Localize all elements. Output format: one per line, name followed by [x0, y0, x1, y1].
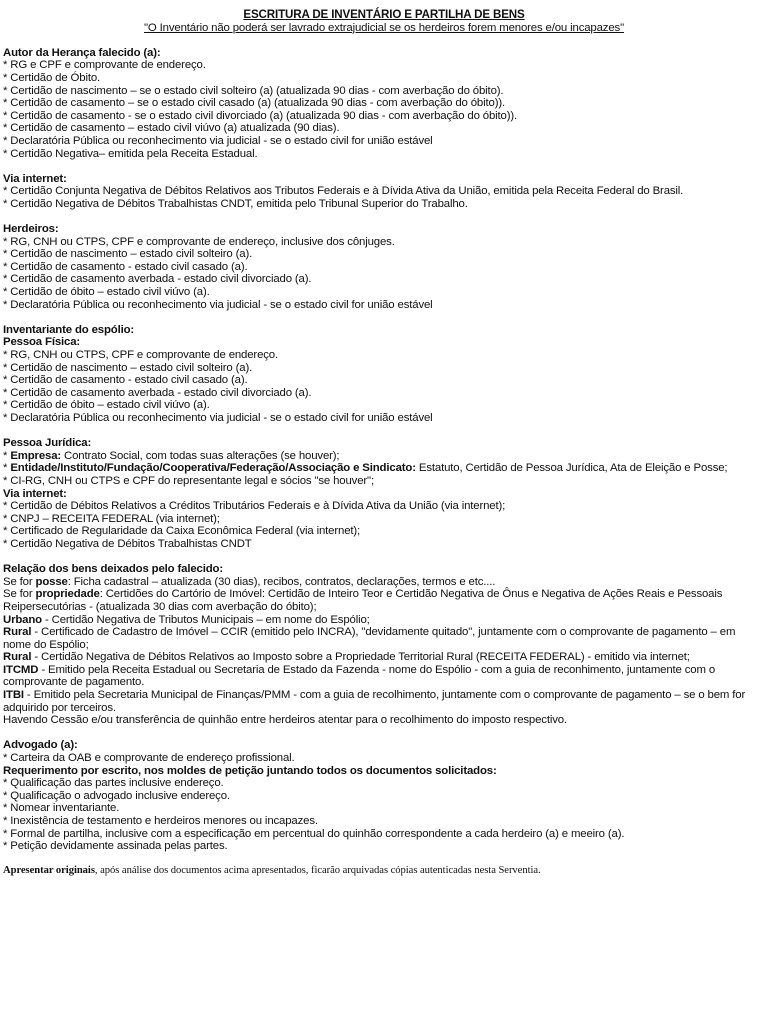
text-segment: * Declaratória Pública ou reconhecimento via judicial - se o estado civil for união estável	[3, 134, 433, 147]
bold-text-segment: Rural	[3, 626, 32, 639]
text-segment: * Qualificação o advogado inclusive endereço.	[3, 789, 230, 802]
document-line	[3, 828, 765, 841]
text-segment: Se for	[3, 575, 36, 588]
document-line	[3, 299, 765, 312]
section-heading: Inventariante do espólio:	[3, 323, 135, 336]
text-segment: - Emitido pela Receita Estadual ou Secretaria de Estado da Fazenda - nome do Espólio - com a guia de reconhimento, juntamente com o comprovante de pagamento.	[3, 663, 716, 689]
document-line	[3, 462, 765, 475]
document-line	[3, 185, 765, 198]
section-heading: Autor da Herança falecido (a):	[3, 46, 161, 59]
document-line	[3, 538, 765, 551]
section-heading: Advogado (a):	[3, 739, 78, 752]
document-page	[3, 9, 765, 877]
document-section	[3, 437, 765, 550]
document-line	[3, 840, 765, 853]
text-segment: * Certidão de casamento - estado civil casado (a).	[3, 374, 248, 387]
text-segment: * Declaratória Pública ou reconhecimento via judicial - se o estado civil for união estável	[3, 412, 433, 424]
text-segment: Se for	[3, 588, 36, 601]
text-segment: * Certidão de Débitos Relativos a Créditos Tributários Federais e à Dívida Ativa da União (via internet);	[3, 500, 506, 513]
text-segment: - Emitido pela Secretaria Municipal de Finanças/PMM - com a guia de recolhimento, juntamente com o comprovante de pagamento – se o bem for adquirido por terceiros.	[3, 689, 746, 714]
document-line	[3, 236, 765, 249]
document-section	[3, 47, 765, 160]
document-line	[3, 198, 765, 211]
text-segment: * Certidão Negativa– emitida pela Receita Estadual.	[3, 147, 258, 160]
text-segment: Estatuto, Certidão de Pessoa Jurídica, Ata de Eleição e Posse;	[415, 462, 728, 475]
bold-text-segment: Apresentar originais	[3, 864, 95, 876]
text-segment: * Inexistência de testamento e herdeiros menores ou incapazes.	[3, 815, 318, 827]
document-line	[3, 689, 765, 714]
document-section	[3, 739, 765, 852]
text-segment: * RG e CPF e comprovante de endereço.	[3, 59, 206, 72]
text-segment: * Certidão de nascimento – estado civil solteiro (a).	[3, 248, 253, 261]
section-heading: Via internet:	[3, 172, 67, 185]
text-segment: * CNPJ – RECEITA FEDERAL (via internet);	[3, 512, 220, 525]
text-segment: * CI-RG, CNH ou CTPS e CPF do representante legal e sócios "se houver";	[3, 474, 374, 487]
document-line	[3, 362, 765, 375]
text-segment: , após análise dos documentos acima apresentados, ficarão arquivadas cópias autenticadas nesta Serventia.	[94, 864, 541, 876]
document-line	[3, 802, 765, 815]
text-segment: * Certidão Negativa de Débitos Trabalhistas CNDT, emitida pelo Tribunal Superior do Trabalho.	[3, 197, 468, 210]
document-line	[3, 59, 765, 72]
document-line	[3, 488, 765, 501]
document-line	[3, 513, 765, 526]
document-line	[3, 752, 765, 765]
document-line	[3, 815, 765, 828]
bold-text-segment: ITCMD	[3, 663, 39, 676]
footer-note	[3, 865, 765, 877]
document-line	[3, 349, 765, 362]
document-section	[3, 173, 765, 211]
text-segment: *	[3, 449, 11, 462]
text-segment: * Qualificação das partes inclusive endereço.	[3, 777, 224, 790]
text-segment: * Certidão de óbito – estado civil viúvo (a).	[3, 399, 210, 412]
bold-text-segment: Rural	[3, 651, 32, 664]
text-segment: : Ficha cadastral – atualizada (30 dias), recibos, contratos, declarações, termos e etc....	[67, 575, 496, 588]
document-line	[3, 135, 765, 148]
document-line	[3, 765, 765, 778]
text-segment: * Carteira da OAB e comprovante de endereço profissional.	[3, 752, 295, 765]
text-segment: * Certidão Negativa de Débitos Trabalhistas CNDT	[3, 537, 252, 550]
bold-text-segment: Urbano	[3, 613, 42, 626]
document-line	[3, 336, 765, 349]
bold-text-segment: Via internet:	[3, 487, 67, 500]
text-segment: * RG, CNH ou CTPS, CPF e comprovante de endereço, inclusive dos cônjuges.	[3, 235, 395, 248]
bold-text-segment: Requerimento por escrito, nos moldes de petição juntando todos os documentos solicitados:	[3, 764, 497, 777]
document-line	[3, 714, 765, 727]
section-heading: Pessoa Jurídica:	[3, 437, 92, 450]
text-segment: *	[3, 462, 11, 475]
text-segment: * Certidão de casamento averbada - estado civil divorciado (a).	[3, 273, 312, 286]
text-segment: Contrato Social, com todas suas alterações (se houver);	[61, 449, 340, 462]
text-segment: Havendo Cessão e/ou transferência de quinhão entre herdeiros atentar para o recolhimento do imposto respectivo.	[3, 714, 567, 727]
text-segment: - Certidão Negativa de Débitos Relativos ao Imposto sobre a Propriedade Territorial Rural (RECEITA FEDERAL) - emitido via internet;	[31, 651, 690, 664]
document-line	[3, 122, 765, 135]
text-segment: * Certidão de nascimento – estado civil solteiro (a).	[3, 361, 253, 374]
document-line	[3, 626, 765, 651]
document-line	[3, 588, 765, 613]
document-line	[3, 387, 765, 400]
section-heading: Herdeiros:	[3, 223, 59, 236]
document-line	[3, 450, 765, 463]
text-segment: : Certidões do Cartório de Imóvel: Certidão de Inteiro Teor e Certidão Negativa de Ônus e Negativa de Ações Reais e Pessoais Reipersecutórias - (atualizada 30 dias com averbação do óbito);	[3, 588, 723, 613]
text-segment: - Certificado de Cadastro de Imóvel – CCIR (emitido pelo INCRA), "devidamente quitado", juntamente com o comprovante de pagamento – em nome do Espólio;	[3, 626, 736, 651]
text-segment: * Petição devidamente assinada pelas partes.	[3, 840, 228, 853]
document-sections	[3, 47, 765, 853]
document-title: ESCRITURA DE INVENTÁRIO E PARTILHA DE BENS	[243, 8, 525, 21]
document-line	[3, 97, 765, 110]
bold-text-segment: ITBI	[3, 689, 24, 702]
document-line	[3, 614, 765, 627]
document-line	[3, 273, 765, 286]
bold-text-segment: Empresa:	[10, 449, 62, 462]
bold-text-segment: Pessoa Física:	[3, 336, 81, 349]
document-line	[3, 110, 765, 123]
bold-text-segment: propriedade	[35, 588, 100, 601]
document-line	[3, 85, 765, 98]
document-section	[3, 223, 765, 311]
text-segment: * Certidão de nascimento – se o estado civil solteiro (a) (atualizada 90 dias - com averbação do óbito).	[3, 84, 504, 97]
text-segment: * Declaratória Pública ou reconhecimento via judicial - se o estado civil for união estável	[3, 298, 433, 311]
text-segment: * Certidão de casamento averbada - estado civil divorciado (a).	[3, 386, 312, 399]
bold-text-segment: posse	[35, 575, 68, 588]
document-line	[3, 576, 765, 589]
text-segment: * RG, CNH ou CTPS, CPF e comprovante de endereço.	[3, 349, 279, 362]
text-segment: * Certidão de casamento - estado civil casado (a).	[3, 260, 248, 273]
document-line	[3, 777, 765, 790]
document-line	[3, 148, 765, 161]
document-section	[3, 563, 765, 727]
bold-text-segment: Entidade/Instituto/Fundação/Cooperativa/Federação/Associação e Sindicato:	[10, 462, 416, 475]
document-line	[3, 248, 765, 261]
document-line	[3, 374, 765, 387]
text-segment: * Formal de partilha, inclusive com a especificação em percentual do quinhão correspondente a cada herdeiro (a) e meeiro (a).	[3, 827, 625, 840]
text-segment: * Certidão de casamento – se o estado civil casado (a) (atualizada 90 dias - com averbação do óbito)).	[3, 97, 505, 110]
document-line	[3, 525, 765, 538]
text-segment: * Certidão de óbito – estado civil viúvo (a).	[3, 286, 210, 299]
text-segment: * Certidão Conjunta Negativa de Débitos Relativos aos Tributos Federais e à Dívida Ativa da União, emitida pela Receita Federal do Brasil.	[3, 185, 684, 198]
text-segment: * Certidão de casamento – estado civil viúvo (a) atualizada (90 dias).	[3, 122, 340, 135]
section-heading: Relação dos bens deixados pelo falecido:	[3, 563, 223, 576]
document-line	[3, 475, 765, 488]
document-line	[3, 651, 765, 664]
text-segment: * Nomear inventariante.	[3, 802, 120, 815]
document-line	[3, 261, 765, 274]
document-line	[3, 500, 765, 513]
document-section	[3, 324, 765, 425]
text-segment: - Certidão Negativa de Tributos Municipais – em nome do Espólio;	[41, 613, 370, 626]
document-subtitle: "O Inventário não poderá ser lavrado extrajudicial se os herdeiros forem menores e/ou incapazes"	[144, 21, 624, 34]
text-segment: * Certidão de Óbito.	[3, 71, 101, 84]
text-segment: * Certificado de Regularidade da Caixa Econômica Federal (via internet);	[3, 525, 361, 538]
document-line	[3, 399, 765, 412]
document-line	[3, 790, 765, 803]
document-line	[3, 286, 765, 299]
document-line	[3, 412, 765, 425]
document-line	[3, 72, 765, 85]
document-line	[3, 664, 765, 689]
text-segment: * Certidão de casamento - se o estado civil divorciado (a) (atualizada 90 dias - com averbação do óbito)).	[3, 109, 518, 122]
